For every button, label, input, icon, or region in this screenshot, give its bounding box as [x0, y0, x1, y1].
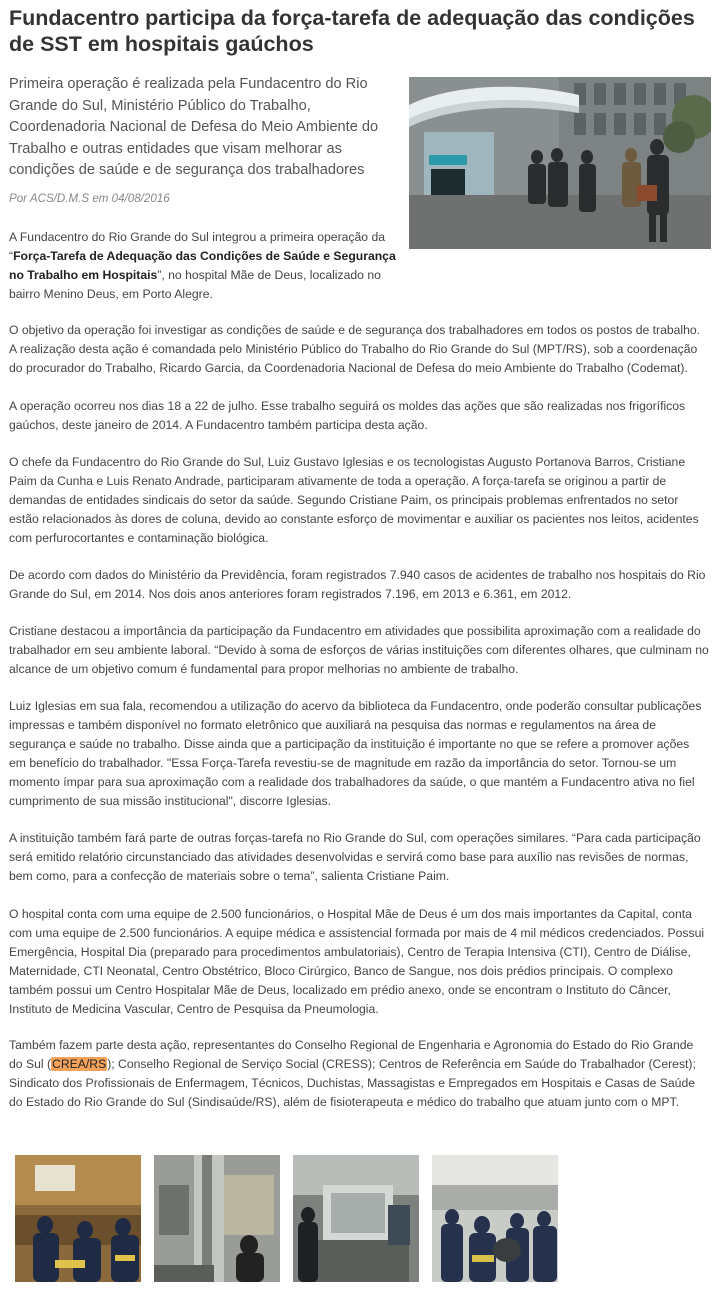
hero-photo-image — [409, 77, 711, 249]
paragraph-2: O objetivo da operação foi investigar as condições de saúde e de segurança dos trabalhadores em todos os postos de trabalho. A realização desta ação é comandada pelo Ministério Público do Trabalho do Rio Grande do Sul (MPT/RS), sob a coordenação do procurador do Trabalho, Ricardo Garcia, da Coordenadoria Nacional de Defesa do meio Ambiente do Trabalho (Codemat). — [9, 323, 701, 376]
paragraph-7: Luiz Iglesias em sua fala, recomendou a utilização do acervo da biblioteca da Fundacentro, onde poderão consultar publicações impressas e também disponível no formato eletrônico que auxiliará na pesquisa das normas e regulamentos na área de segurança e saúde no trabalho. Disse ainda que a participação da instituição é importante no que se refere a promover ações em benefício do trabalhador. "Essa Força-Tarefa revestiu-se de magnitude em razão da importância do setor. Tornou-se um momento ímpar para sua aproximação com a realidade dos trabalhadores da saúde, o que mantém a Fundacentro ativa no fiel cumprimento de sua missão institucional", discorre Iglesias. — [9, 699, 702, 809]
hero-photo[interactable] — [409, 77, 711, 249]
gallery-thumb-1[interactable] — [15, 1155, 141, 1282]
thumb-group-photo — [432, 1155, 558, 1282]
gallery-thumb-4[interactable] — [432, 1155, 558, 1282]
paragraph-8: A instituição também fará parte de outras forças-tarefa no Rio Grande do Sul, com operações similares. “Para cada participação será emitido relatório circunstanciado das atividades desenvolvidas e servirá como base para auxílio nas revisões de normas, bem como, para a confecção de materiais sobre o tema”, salienta Cristiane Paim. — [9, 831, 701, 884]
task-force-name: Força-Tarefa de Adequação das Condições de Saúde e Segurança no Trabalho em Hospitais — [9, 249, 396, 283]
paragraph-3: A operação ocorreu nos dias 18 a 22 de julho. Esse trabalho seguirá os moldes das ações que são realizadas nos frigoríficos gaúchos, deste janeiro de 2014. A Fundacentro também participa desta ação. — [9, 399, 686, 433]
gallery-thumb-3[interactable] — [293, 1155, 419, 1282]
paragraph-10 — [9, 1036, 709, 1112]
article-title: Fundacentro participa da força-tarefa de adequação das condições de SST em hospitais gaúchos — [9, 6, 695, 56]
article-lead: Primeira operação é realizada pela Fundacentro do Rio Grande do Sul, Ministério Público do Trabalho, Coordenadoria Nacional de Defesa do Meio Ambiente do Trabalho e outras entidades que visam melhorar as condições de saúde e de segurança dos trabalhadores — [9, 76, 379, 178]
paragraph-1-text: A Fundacentro do Rio Grande do Sul integrou a primeira operação da “ — [9, 230, 386, 264]
paragraph-10-text-end: ); Conselho Regional de Serviço Social (CRESS); Centros de Referência em Saúde do Trabalhador (Cerest); Sindicato dos Profissionais de Enfermagem, Técnicos, Duchistas, Massagistas e Empregados em Hospitais e Casas de Saúde do Estado do Rio Grande do Sul (Sindisaúde/RS), além de fisioterapeuta e médico do trabalho que atuam junto com o MPT. — [9, 1057, 696, 1110]
paragraph-6: Cristiane destacou a importância da participação da Fundacentro em atividades que possibilita aproximação com a realidade do trabalhador em seu ambiente laboral. “Devido à soma de esforços de várias instituições com diferentes olhares, que culminam no alcance de um objetivo comum é fundamental para propor melhorias no ambiente de trabalho. — [9, 624, 709, 677]
paragraph-4: O chefe da Fundacentro do Rio Grande do Sul, Luiz Gustavo Iglesias e os tecnologistas Augusto Portanova Barros, Cristiane Paim da Cunha e Luis Renato Andrade, participaram ativamente de toda a operação. A força-tarefa se originou a partir de demandas de entidades sindicais do setor da saúde. Segundo Cristiane Paim, os principais problemas enfrentados no setor estão relacionados às dores de coluna, devido ao constante esforço de movimentar e auxiliar os pacientes nos leitos, acidentes com perfurocortantes e contaminação biológica. — [9, 455, 699, 546]
gallery-thumb-2[interactable] — [154, 1155, 280, 1282]
thumb-meeting-photo — [15, 1155, 141, 1282]
paragraph-5: De acordo com dados do Ministério da Previdência, foram registrados 7.940 casos de acidentes de trabalho nos hospitais do Rio Grande do Sul, em 2014. Nos dois anos anteriores foram registrados 7.196, em 2013 e 6.361, em 2012. — [9, 568, 706, 602]
article-byline: Por ACS/D.M.S em 04/08/2016 — [9, 192, 170, 205]
paragraph-10-text: Também fazem parte desta ação, representantes do Conselho Regional de Engenharia e Agronomia do Estado do Rio Grande do Sul ( — [9, 1038, 694, 1072]
crea-rs-highlight: CREA/RS — [52, 1057, 107, 1072]
photo-gallery — [15, 1155, 575, 1282]
paragraph-9: O hospital conta com uma equipe de 2.500 funcionários, o Hospital Mãe de Deus é um dos mais importantes da Capital, conta com uma equipe de 2.500 funcionários. A equipe médica e assistencial formada por mais de 4 mil médicos credenciados. Possui Emergência, Hospital Dia (preparado para procedimentos ambulatoriais), Centro de Terapia Intensiva (CTI), Centro de Diálise, Maternidade, CTI Neonatal, Centro Obstétrico, Bloco Cirúrgico, Banco de Sangue, nos dois prédios principais. O complexo também possui um Centro Hospitalar Mãe de Deus, localizado em prédio anexo, onde se encontram o Instituto do Câncer, Instituto de Medicina Vascular, Centro de Pesquisa da Pneumologia. — [9, 907, 705, 1017]
paragraph-1-text-end: ”, no hospital Mãe de Deus, localizado no bairro Menino Deus, em Porto Alegre. — [9, 268, 381, 302]
thumb-equipment-room-photo — [293, 1155, 419, 1282]
paragraph-1 — [9, 228, 401, 304]
thumb-machinery-photo — [154, 1155, 280, 1282]
